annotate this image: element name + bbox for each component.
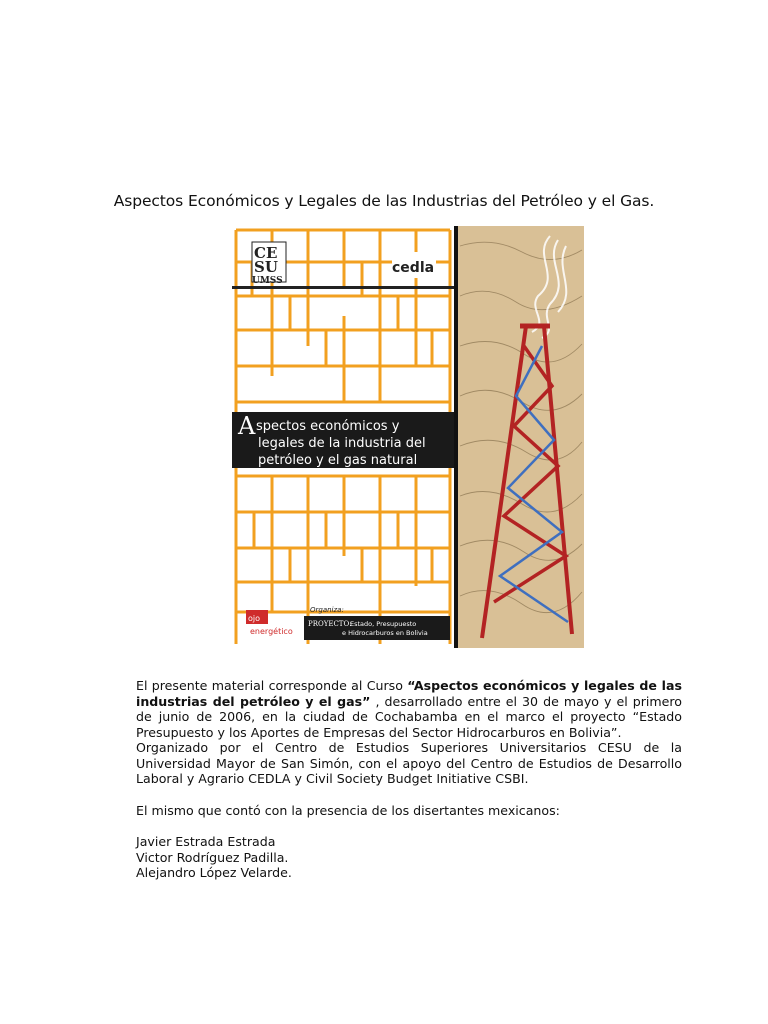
speaker-name: Javier Estrada Estrada <box>136 834 276 849</box>
cover-title-initial: A <box>238 412 256 440</box>
energetico-logo-text: energético <box>250 627 293 636</box>
course-title: “Aspectos económicos y legales de las industrias del petróleo y el gas” <box>136 678 682 709</box>
cedla-logo-text: cedla <box>392 260 435 276</box>
intro-post-text: , desarrollado entre el 30 de mayo y el primero de junio de 2006, en la ciudad de Cochabamba en el marco el proyecto “Estado Presupuesto y los Aportes de Empresas del Sector Hidrocarburos en Bolivia”. <box>136 693 682 740</box>
cover-title-line3: petróleo y el gas natural <box>258 453 418 468</box>
intro-pre-text: El presente material corresponde al Curso <box>136 678 408 693</box>
organized-by-paragraph: Organizado por el Centro de Estudios Superiores Universitarios CESU de la Universidad Mayor de San Simón, con el apoyo del Centro de Estudios de Desarrollo Laboral y Agrario CEDLA y Civil Society Budget Initiative CSBI. <box>136 740 682 786</box>
project-line1: Estado, Presupuesto <box>350 620 417 628</box>
project-line2: e Hidrocarburos en Bolivia <box>342 629 428 637</box>
project-label: PROYECTO: <box>308 620 352 628</box>
umss-logo-text: UMSS <box>252 276 283 286</box>
speakers-list <box>136 834 682 881</box>
cover-title-line1: spectos económicos y <box>256 419 400 434</box>
cover-title-line2: legales de la industria del <box>258 436 426 451</box>
cesu-logo-line1: CE <box>254 244 278 262</box>
cesu-logo-line2: SU <box>254 258 278 276</box>
ojo-logo-text: ojo <box>248 614 261 623</box>
intro-paragraph <box>136 678 682 740</box>
page-title: Aspectos Económicos y Legales de las Industrias del Petróleo y el Gas. <box>113 192 655 210</box>
book-cover-image <box>232 226 584 648</box>
document-body <box>136 678 682 881</box>
speaker-name: Victor Rodríguez Padilla. <box>136 849 289 865</box>
speaker-name: Alejandro López Velarde. <box>136 865 292 880</box>
organiza-label: Organiza: <box>310 606 344 614</box>
speakers-intro: El mismo que contó con la presencia de los disertantes mexicanos: <box>136 802 560 818</box>
